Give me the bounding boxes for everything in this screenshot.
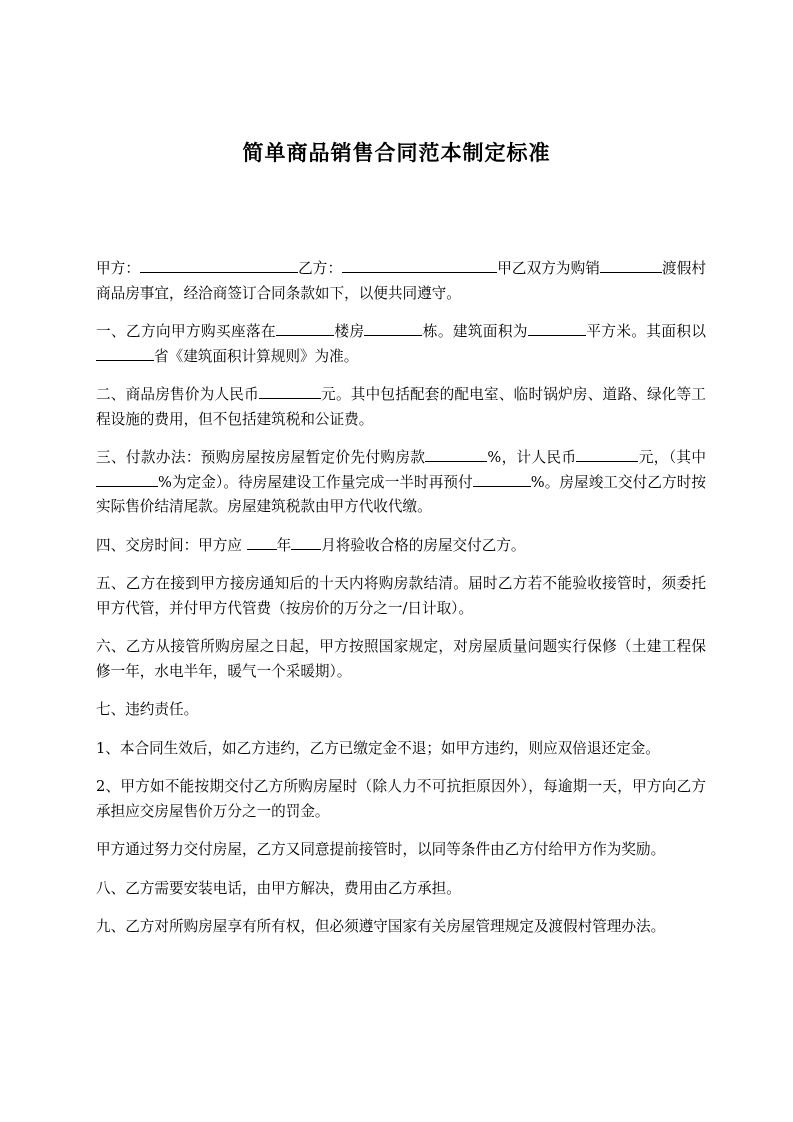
- clause-3-text-b: %，计人民币: [487, 449, 577, 466]
- paragraph-clause-9: 九、乙方对所购房屋享有所有权，但必须遵守国家有关房屋管理规定及渡假村管理办法。: [96, 918, 666, 935]
- paragraph-clause-2: [96, 383, 706, 432]
- clause-2-text-b: 元。其中包括配套的配电室、临时锅炉房、道路、绿化等工程设施的费用，但不包括建筑税和公证费。: [96, 386, 706, 428]
- advance-amount-blank: [576, 446, 638, 462]
- clause-1-text-d: 平方米。其面积以: [585, 323, 706, 340]
- clause-4-text-b: 年: [276, 536, 292, 554]
- clause-2-text-a: 二、商品房售价为人民币: [96, 386, 259, 403]
- year-blank: [247, 534, 277, 550]
- party-a-label: 甲方：: [96, 260, 141, 277]
- clause-1-text-a: 一、乙方向甲方购买座落在: [96, 323, 277, 340]
- month-blank: [291, 534, 321, 550]
- building-blank: [364, 320, 422, 336]
- area-blank: [528, 320, 586, 336]
- paragraph-clause-7-2: 2、甲方如不能按期交付乙方所购房屋时（除人力不可抗拒原因外），每逾期一天，甲方向乙方承担应交房屋售价万分之一的罚金。: [96, 778, 706, 820]
- parties-text: 甲乙双方为购销: [497, 260, 600, 277]
- clause-3-text-c: 元，（其中: [638, 449, 706, 466]
- clause-4-text-c: 月将验收合格的房屋交付乙方。: [321, 536, 526, 554]
- location-blank: [276, 320, 334, 336]
- clause-1-text-b: 楼房: [334, 323, 365, 340]
- paragraph-clause-7-1: 1、本合同生效后，如乙方违约，乙方已缴定金不退；如甲方违约，则应双倍退还定金。: [96, 739, 660, 757]
- province-blank: [96, 345, 154, 361]
- paragraph-clause-3: [96, 446, 706, 520]
- clause-3-text-e: %。房屋竣工交付乙方时按实际售价结清尾款。房屋建筑税款由甲方代收代缴。: [96, 473, 706, 515]
- clause-3-text-d: %为定金）。待房屋建设工作量完成一半时再预付: [158, 473, 473, 491]
- parties-text-2: 渡假村商品房事宜，经洽商签订合同条款如下，以便共同遵守。: [96, 260, 706, 302]
- price-blank: [259, 383, 321, 399]
- advance-percent-blank: [425, 446, 487, 462]
- paragraph-clause-5: 五、乙方在接到甲方接房通知后的十天内将购房款结清。届时乙方若不能验收接管时，须委托甲方代管，并付甲方代管费（按房价的万分之一/日计取）。: [96, 575, 706, 617]
- paragraph-clause-4: [96, 534, 706, 559]
- paragraph-clause-7: 七、违约责任。: [96, 701, 199, 718]
- document-body: [96, 257, 706, 954]
- clause-1-text-c: 栋。建筑面积为: [422, 323, 528, 340]
- resort-name-blank: [600, 257, 662, 273]
- clause-1-text-e: 省《建筑面积计算规则》为准。: [154, 347, 359, 365]
- document-title: 简单商品销售合同范本制定标准: [242, 141, 551, 165]
- paragraph-clause-8: 八、乙方需要安装电话，由甲方解决，费用由乙方承担。: [96, 879, 461, 897]
- paragraph-parties: [96, 257, 706, 306]
- clause-4-text-a: 四、交房时间：甲方应: [96, 536, 247, 554]
- party-b-blank: [342, 257, 497, 273]
- party-a-blank: [140, 257, 298, 273]
- deposit-percent-blank: [96, 471, 158, 487]
- party-b-label: 乙方：: [298, 260, 343, 277]
- paragraph-clause-1: [96, 320, 706, 369]
- second-payment-blank: [473, 471, 531, 487]
- paragraph-clause-7-3: 甲方通过努力交付房屋，乙方又同意提前接管时，以同等条件由乙方付给甲方作为奖励。: [96, 841, 666, 858]
- paragraph-clause-6: 六、乙方从接管所购房屋之日起，甲方按照国家规定，对房屋质量问题实行保修（土建工程保修一年，水电半年，暖气一个采暖期）。: [96, 638, 706, 680]
- clause-3-text-a: 三、付款办法：预购房屋按房屋暂定价先付购房款: [96, 449, 426, 466]
